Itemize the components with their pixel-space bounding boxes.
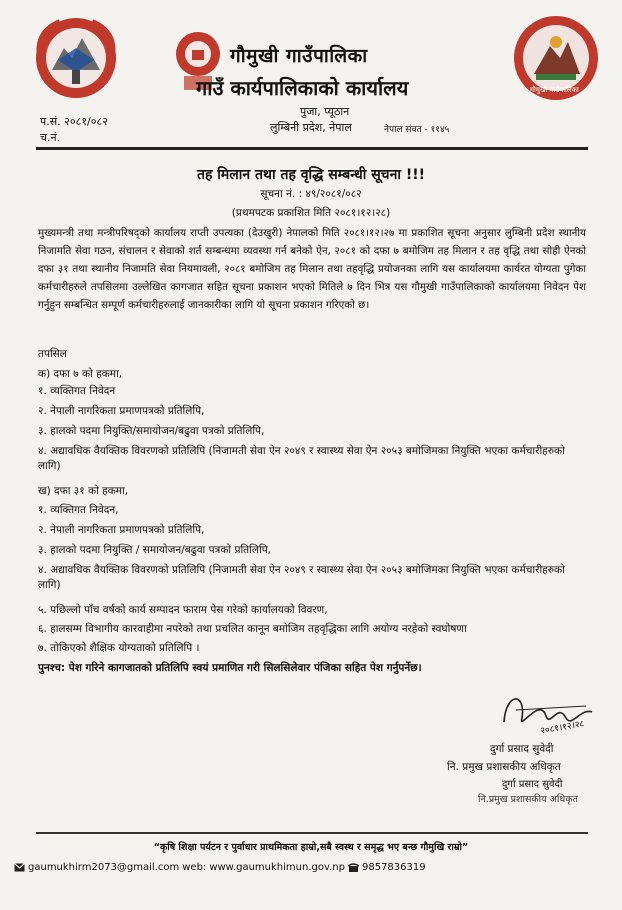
- address-line-1: पुजा, प्यूठान: [300, 105, 350, 118]
- footer-slogan: “कृषि शिक्षा पर्यटन र पुर्वाधार प्राथमिकता हाम्रो,सबै स्वस्थ र समृद्ध भए बन्छ गौमुखि राम्रो”: [153, 842, 469, 853]
- phone-icon: [348, 863, 359, 872]
- seal-caption: गौमुखी गाउँपालिका: [530, 86, 579, 94]
- reference-number: प.सं. २०८१/०८२: [40, 115, 108, 128]
- address-line-2: लुम्बिनी प्रदेश, नेपाल: [270, 121, 352, 134]
- list-item: १. व्यक्तिगत निवेदन: [38, 385, 116, 397]
- notice-number: सूचना नं. : ४९/२०८१/०८२: [260, 188, 362, 200]
- notice-published-date: (प्रथमपटक प्रकाशित मिति २०८१।१२।२८): [231, 207, 391, 219]
- section-a-title: क) दफा ७ को हकमा,: [38, 368, 123, 380]
- list-item: २. नेपाली नागरिकता प्रमाणपत्रको प्रतिलिपि,: [38, 524, 205, 536]
- signatory-name: दुर्गा प्रसाद सुवेदी: [490, 743, 554, 755]
- list-item: ७. तोकिएको शैक्षिक योग्यताको प्रतिलिपि ।: [38, 642, 200, 654]
- nepal-emblem-icon: [30, 12, 122, 104]
- list-item: ६. हालसम्म विभागीय कारवाहीमा नपरेको तथा प्रचलित कानून बमोजिम तहवृद्धिका लागि अयोग्य नरहेको स्वघोषणा: [38, 623, 467, 635]
- footer-divider: [36, 832, 588, 834]
- notice-body: मुख्यमन्त्री तथा मन्त्रीपरिषद्‌को कार्यालय राप्ती उपत्यका (देउखुरी) नेपालको मिति २०८१।१२।२७ मा प्रकाशित सूचना अनुसार लुम्बिनी प्रदेश स्थानीय निजामति सेवा गठन, संचालन र सेवाको शर्त सम्बन्धमा व्यवस्था गर्न बनेको ऐन, २०८१ को दफा ७ बमोजिम तह मिलान र तह वृद्धि तथा सोही ऐनको दफा ३१ तथा स्थानीय निजामति सेवा नियमावली, २०८१ बमोजिम तह मिलान तथा तहवृद्धि प्रयोजनका लागि यस कार्यालयमा कार्यरत योग्यता पुगेका कर्मचारीहरुले तपसिलमा उल्लेखित कागजात सहित सूचना प्रकाशन भएको मितिले ७ दिन भित्र यस गौमुखी गाउँपालिकाको कार्यालयमा निवेदन पेश गर्नुहुन सम्बन्धित सम्पूर्ण कर्मचारीहरुलाई जानकारीका लागि यो सूचना प्रकाशन गरिएको छ।: [38, 227, 586, 311]
- dispatch-number: च.नं.: [40, 131, 61, 144]
- office-title: गाउँ कार्यपालिकाको कार्यालय: [196, 76, 409, 100]
- stamp-name: दुर्गा प्रसाद सुवेदी: [502, 779, 563, 790]
- list-item: ३. हालको पदमा नियुक्ति / समायोजन/बढुवा पत्रको प्रतिलिपि,: [38, 544, 272, 556]
- notice-title: तह मिलान तथा तह वृद्धि सम्बन्धी सूचना !!!: [196, 167, 425, 183]
- email-link[interactable]: gaumukhirm2073@gmail.com: [28, 862, 180, 873]
- list-item: ४. अद्यावधिक वैयक्तिक विवरणको प्रतिलिपि (निजामती सेवा ऐन २०४९ र स्वास्थ्य सेवा ऐन २०५३ बमोजिमका नियुक्ति भएका कर्मचारीहरुको लागि): [38, 564, 565, 591]
- nepal-sambat: नेपाल संवत - ११४५: [384, 125, 450, 135]
- postscript-note: पुनश्च: पेश गरिने कागजातको प्रतिलिपि स्वयं प्रमाणित गरी सिलसिलेवार पंजिका सहित पेश गर्नुपर्नेछ।: [38, 662, 422, 674]
- email-icon: [14, 863, 25, 872]
- contact-footer: [14, 862, 426, 873]
- list-item: ४. अद्यावधिक वैयक्तिक विवरणको प्रतिलिपि (निजामती सेवा ऐन २०४९ र स्वास्थ्य सेवा ऐन २०५३ बमोजिमका नियुक्ति भएका कर्मचारीहरुको लागि): [38, 445, 565, 472]
- phone-number[interactable]: 9857836319: [361, 862, 426, 873]
- signatory-designation: नि. प्रमुख प्रशासकीय अधिकृत: [447, 761, 561, 773]
- stamp-designation: नि.प्रमुख प्रशासकीय अधिकृत: [478, 794, 578, 805]
- list-item: ३. हालको पदमा नियुक्ति/समायोजन/बढुवा पत्रको प्रतिलिपि,: [38, 425, 265, 437]
- signature-date: २०८१।१२।२८: [539, 719, 586, 737]
- list-item: ५. पछिल्लो पाँच वर्षको कार्य सम्पादन फाराम पेस गरेको कार्यालयको विवरण,: [38, 604, 328, 616]
- list-item: २. नेपाली नागरिकता प्रमाणपत्रको प्रतिलिपि,: [38, 405, 205, 417]
- list-item: १. व्यक्तिगत निवेदन,: [38, 504, 119, 516]
- section-b-title: ख) दफा ३१ को हकमा,: [38, 485, 129, 497]
- web-label: web:: [182, 862, 207, 873]
- website-link[interactable]: www.gaumukhimun.gov.np: [209, 862, 345, 873]
- details-heading: तपसिल: [38, 348, 67, 360]
- office-name: गौमुखी गाउँपालिका: [230, 45, 368, 67]
- header-divider: [36, 147, 588, 150]
